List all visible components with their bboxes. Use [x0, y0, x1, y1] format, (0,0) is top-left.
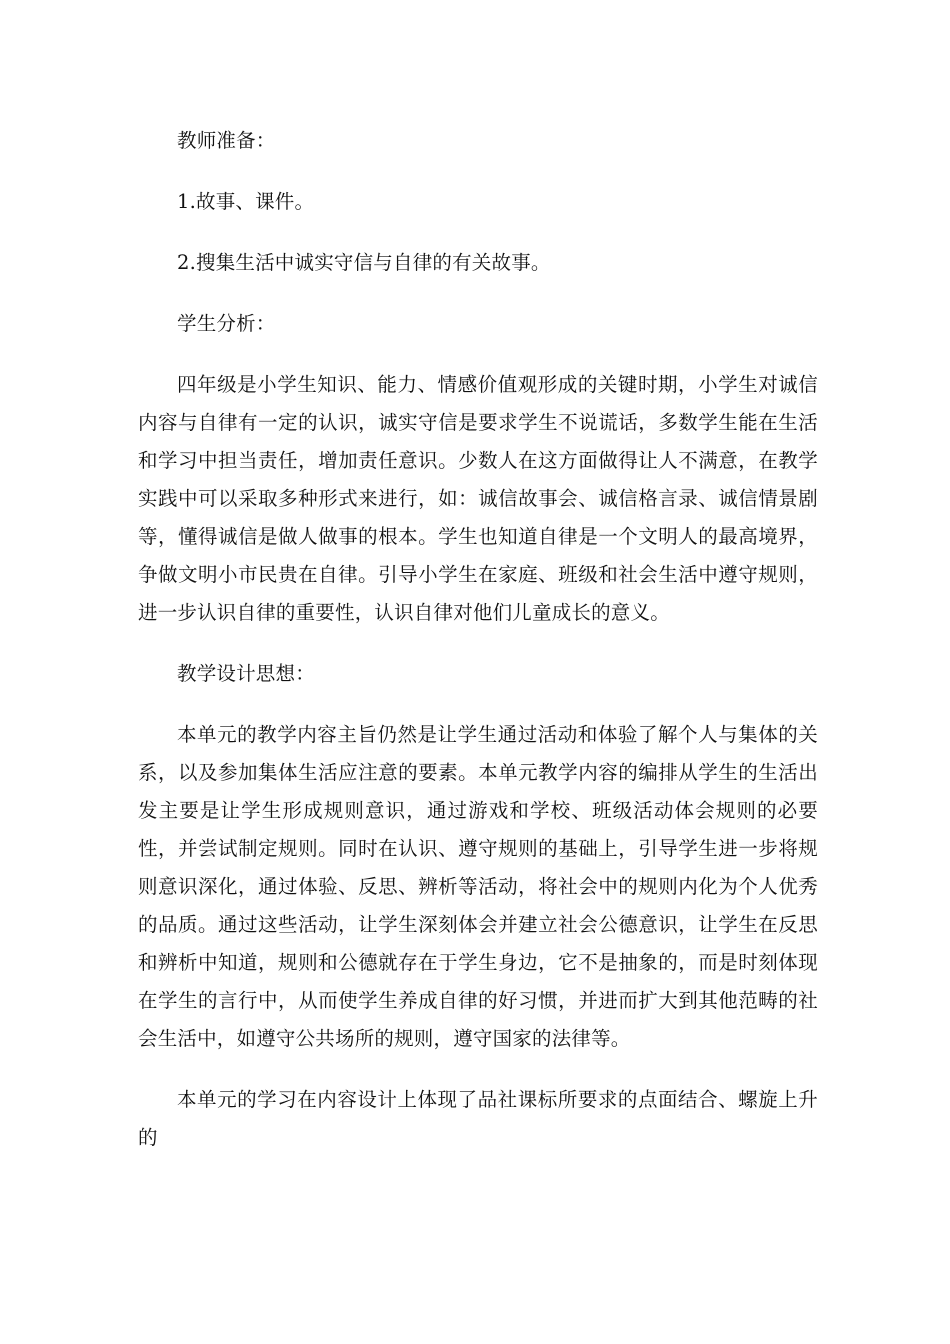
design-idea-paragraph: 本单元的教学内容主旨仍然是让学生通过活动和体验了解个人与集体的关系，以及参加集体生活应注意的要素。本单元教学内容的编排从学生的生活出发主要是让学生形成规则意识，通过游戏和学校、班级活动体会规则的必要性，并尝试制定规则。同时在认识、遵守规则的基础上，引导学生进一步将规则意识深化，通过体验、反思、辨析等活动，将社会中的规则内化为个人优秀的品质。通过这些活动，让学生深刻体会并建立社会公德意识，让学生在反思和辨析中知道，规则和公德就存在于学生身边，它不是抽象的，而是时刻体现在学生的言行中，从而使学生养成自律的好习惯，并进而扩大到其他范畴的社会生活中，如遵守公共场所的规则，遵守国家的法律等。 — [138, 723, 818, 1050]
teacher-prep-heading: 教师准备： — [177, 129, 276, 152]
student-analysis-heading: 学生分析： — [177, 312, 276, 335]
document-body — [138, 122, 818, 1180]
unit-content-design-paragraph: 本单元的学习在内容设计上体现了品社课标所要求的点面结合、螺旋上升的 — [138, 1088, 818, 1149]
teacher-prep-item-1: 1.故事、课件。 — [177, 190, 315, 213]
student-analysis-paragraph: 四年级是小学生知识、能力、情感价值观形成的关键时期，小学生对诚信内容与自律有一定的认识，诚实守信是要求学生不说谎话，多数学生能在生活和学习中担当责任，增加责任意识。少数人在这方面做得让人不满意，在教学实践中可以采取多种形式来进行，如：诚信故事会、诚信格言录、诚信情景剧等，懂得诚信是做人做事的根本。学生也知道自律是一个文明人的最高境界，争做文明小市民贵在自律。引导小学生在家庭、班级和社会生活中遵守规则，进一步认识自律的重要性，认识自律对他们儿童成长的意义。 — [138, 373, 818, 624]
design-idea-heading: 教学设计思想： — [177, 662, 315, 685]
teacher-prep-item-2: 2.搜集生活中诚实守信与自律的有关故事。 — [177, 251, 551, 274]
